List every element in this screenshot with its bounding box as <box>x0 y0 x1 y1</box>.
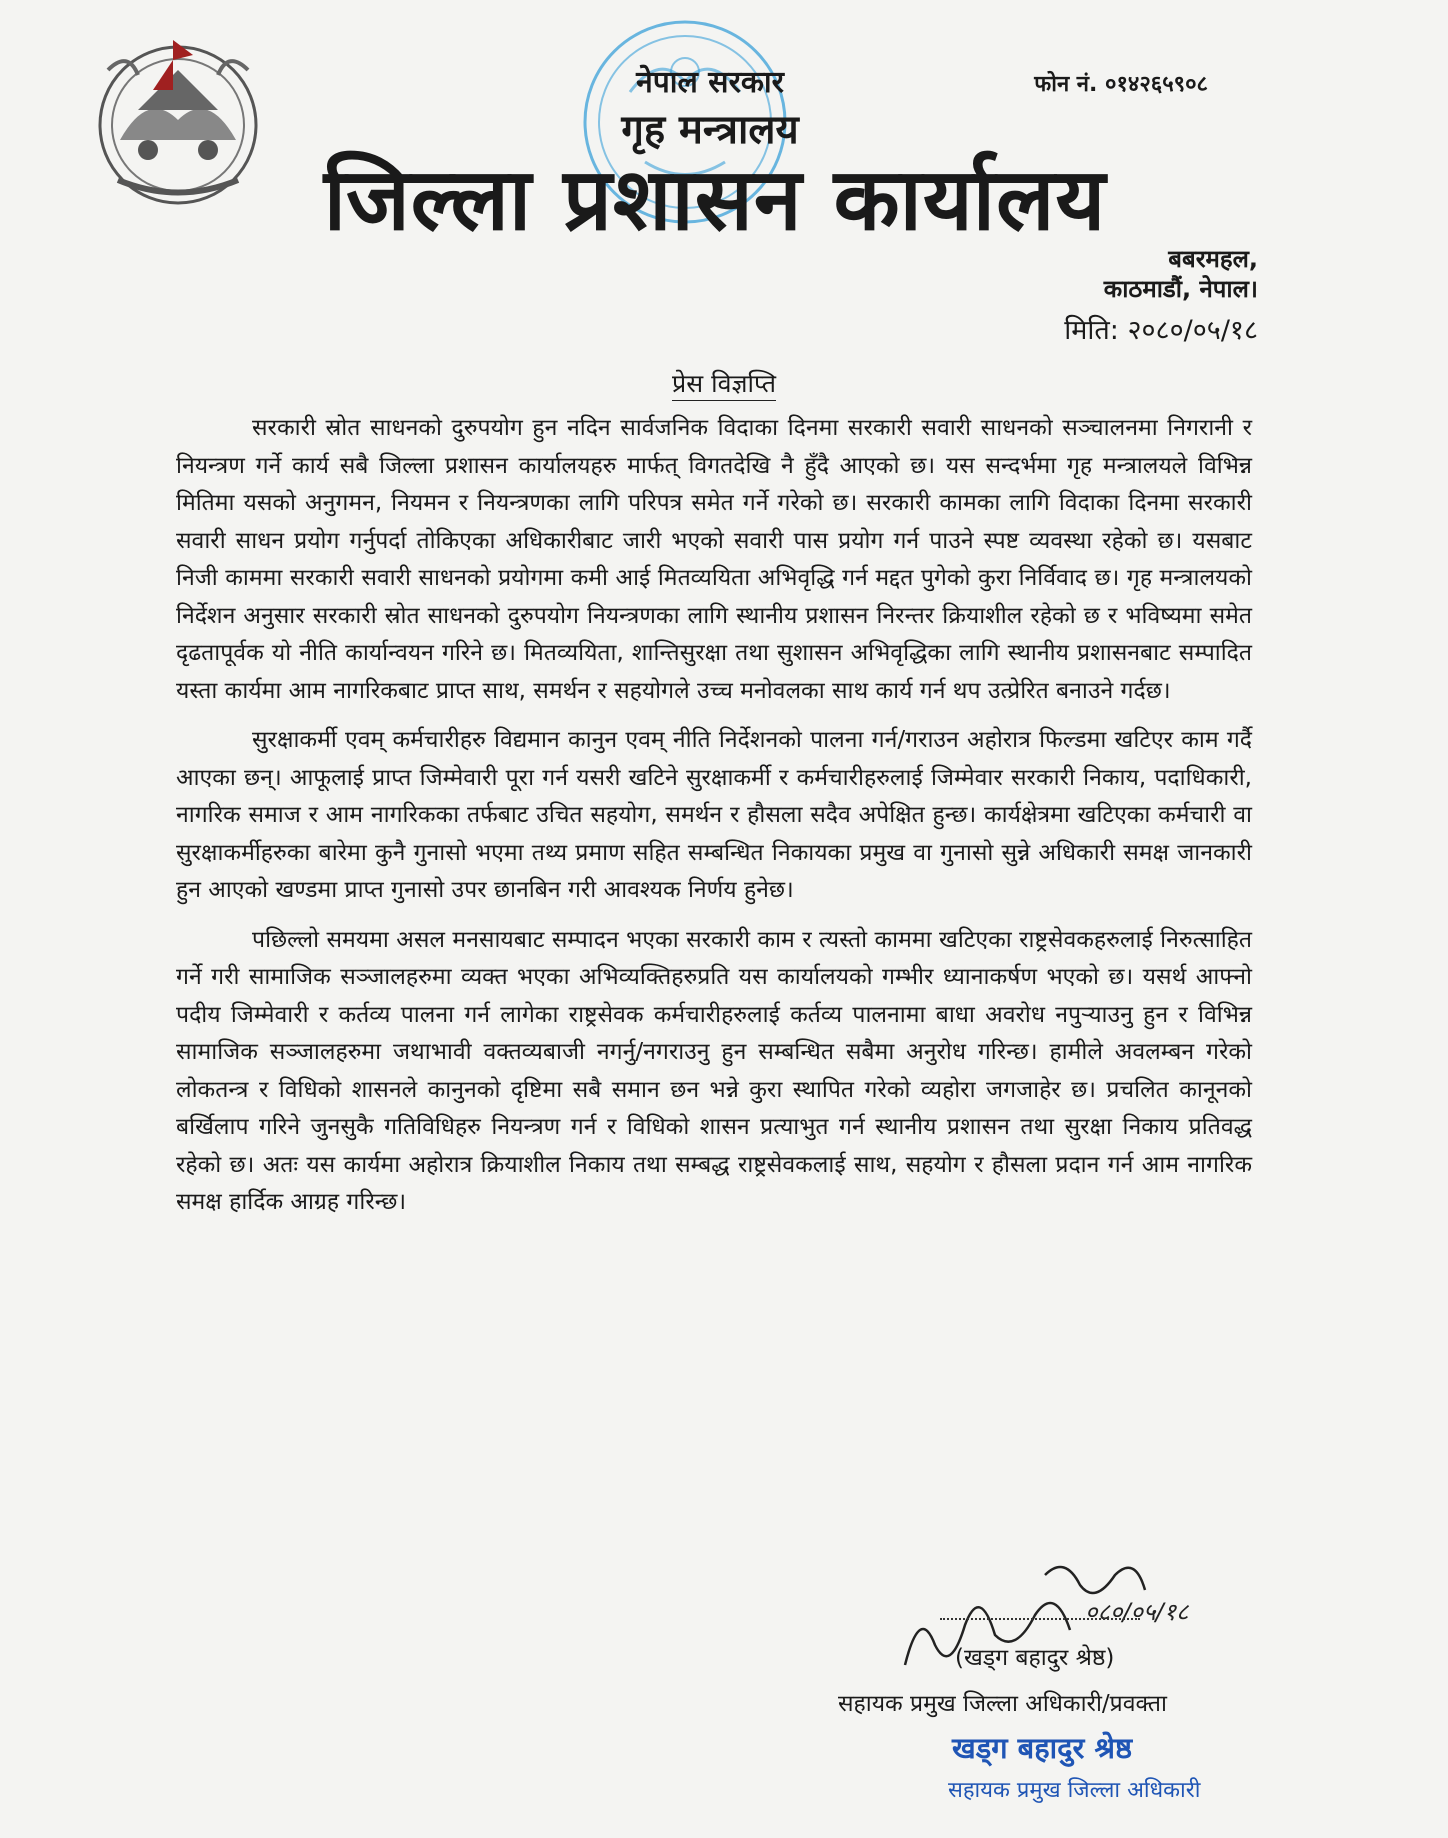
nepal-emblem-icon <box>78 30 278 210</box>
address-line-2: काठमाडौं, नेपाल। <box>1103 275 1258 303</box>
document-heading-text: प्रेस विज्ञप्ति <box>672 369 776 401</box>
paragraph-3: पछिल्लो समयमा असल मनसायबाट सम्पादन भएका सरकारी काम र त्यस्तो काममा खटिएका राष्ट्रसेवकहरुलाई निरुत्साहित गर्ने गरी सामाजिक सञ्जालहरुमा व्यक्त भएका अभिव्यक्तिहरुप्रति यस कार्यालयको गम्भीर ध्यानाकर्षण भएको छ। यसर्थ आफ्नो पदीय जिम्मेवारी र कर्तव्य पालना गर्न लागेका राष्ट्रसेवक कर्मचारीहरुलाई कर्तव्य पालनामा बाधा अवरोध नपुर्‍याउनु हुन र विभिन्न सामाजिक सञ्जालहरुमा जथाभावी वक्तव्यबाजी नगर्नु/नगराउनु हुन सम्बन्धित सबैमा अनुरोध गरिन्छ। हामीले अवलम्बन गरेको लोकतन्त्र र विधिको शासनले कानुनको दृष्टिमा सबै समान छन भन्ने कुरा स्थापित गरेको व्यहोरा जगजाहेर छ। प्रचलित कानूनको बर्खिलाप गरिने जुनसुकै गतिविधिहरु नियन्त्रण गर्न र विधिको शासन प्रत्याभुत गर्न स्थानीय प्रशासन तथा सुरक्षा निकाय प्रतिवद्ध रहेको छ। अतः यस कार्यमा अहोरात्र क्रियाशील निकाय तथा सम्बद्ध राष्ट्रसेवकलाई साथ, सहयोग र हौसला प्रदान गर्न आम नागरिक समक्ष हार्दिक आग्रह गरिन्छ। <box>176 926 1252 1215</box>
address-line-1: बबरमहल, <box>1168 245 1258 273</box>
paragraph-2: सुरक्षाकर्मी एवम् कर्मचारीहरु विद्यमान कानुन एवम् नीति निर्देशनको पालना गर्न/गराउन अहोरात्र फिल्डमा खटिएर काम गर्दै आएका छन्। आफूलाई प्राप्त जिम्मेवारी पूरा गर्न यसरी खटिने सुरक्षाकर्मी र कर्मचारीहरुलाई जिम्मेवार सरकारी निकाय, पदाधिकारी, नागरिक समाज र आम नागरिकका तर्फबाट उचित सहयोग, समर्थन र हौसला सदैव अपेक्षित हुन्छ। कार्यक्षेत्रमा खटिएका कर्मचारी वा सुरक्षाकर्मीहरुका बारेमा कुनै गुनासो भएमा तथ्य प्रमाण सहित सम्बन्धित निकायका प्रमुख वा गुनासो सुन्ने अधिकारी समक्ष जानकारी हुन आएको खण्डमा प्राप्त गुनासो उपर छानबिन गरी आवश्यक निर्णय हुनेछ। <box>176 727 1252 903</box>
stamp-title: सहायक प्रमुख जिल्ला अधिकारी <box>948 1778 1201 1803</box>
stamp-name: खड्ग बहादुर श्रेष्ठ <box>952 1731 1133 1765</box>
paragraph-1: सरकारी स्रोत साधनको दुरुपयोग हुन नदिन सार्वजनिक विदाका दिनमा सरकारी सवारी साधनको सञ्चालनमा निगरानी र नियन्त्रण गर्ने कार्य सबै जिल्ला प्रशासन कार्यालयहरु मार्फत् विगतदेखि नै हुँदै आएको छ। यस सन्दर्भमा गृह मन्त्रालयले विभिन्न मितिमा यसको अनुगमन, नियमन र नियन्त्रणका लागि परिपत्र समेत गर्ने गरेको छ। सरकारी कामका लागि विदाका दिनमा सरकारी सवारी साधन प्रयोग गर्नुपर्दा तोकिएका अधिकारीबाट जारी भएको सवारी पास प्रयोग गर्न पाउने स्पष्ट व्यवस्था रहेको छ। यसबाट निजी काममा सरकारी सवारी साधनको प्रयोगमा कमी आई मितव्ययिता अभिवृद्धि गर्न मद्दत पुगेको कुरा निर्विवाद छ। गृह मन्त्रालयको निर्देशन अनुसार सरकारी स्रोत साधनको दुरुपयोग नियन्त्रणका लागि स्थानीय प्रशासन निरन्तर क्रियाशील रहेको छ र भविष्यमा समेत दृढतापूर्वक यो नीति कार्यान्वयन गरिने छ। मितव्ययिता, शान्तिसुरक्षा तथा सुशासन अभिवृद्धिका लागि स्थानीय प्रशासनबाट सम्पादित यस्ता कार्यमा आम नागरिकबाट प्राप्त साथ, समर्थन र सहयोगले उच्च मनोवलका साथ कार्य गर्न थप उत्प्रेरित बनाउने गर्दछ। <box>176 415 1252 704</box>
signatory-name: (खड्ग बहादुर श्रेष्ठ) <box>955 1645 1115 1671</box>
issue-date: मिति: २०८०/०५/१८ <box>1064 315 1258 346</box>
ministry-name: गृह मन्त्रालय <box>621 107 799 153</box>
document-body <box>176 410 1252 1234</box>
signature-line <box>940 1618 1140 1620</box>
government-name: नेपाल सरकार <box>636 65 784 100</box>
signatory-title: सहायक प्रमुख जिल्ला अधिकारी/प्रवक्ता <box>838 1691 1167 1717</box>
phone-number: फोन नं. ०१४२६५९०८ <box>1034 72 1208 97</box>
office-name: जिल्ला प्रशासन कार्यालय <box>323 150 1107 250</box>
signature-date: ०८०/०५/१८ <box>1085 1598 1189 1626</box>
document-heading <box>0 366 1448 400</box>
